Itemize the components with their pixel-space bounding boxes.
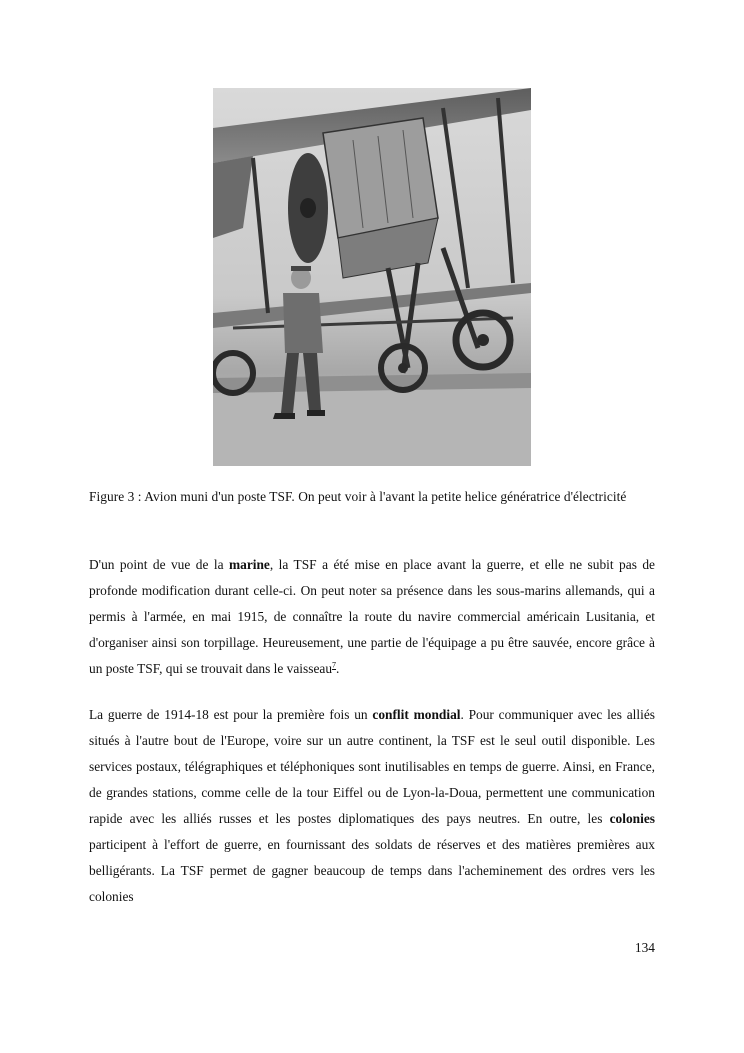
para2-bold-colonies: colonies — [609, 811, 655, 826]
figure-caption: Figure 3 : Avion muni d'un poste TSF. On peut voir à l'avant la petite helice génératrice d'électricité — [89, 489, 627, 504]
para1-text-1: D'un point de vue de la — [89, 557, 229, 572]
para1-text-3: . — [336, 661, 340, 676]
paragraph-conflit — [89, 702, 655, 910]
para2-text-1: La guerre de 1914-18 est pour la première fois un — [89, 707, 373, 722]
paragraph-marine — [89, 552, 655, 682]
footnote-ref[interactable]: 7 — [332, 660, 337, 670]
para2-text-2: . Pour communiquer avec les alliés situés à l'autre bout de l'Europe, voire sur un autre continent, la TSF est le seul outil disponible. Les services postaux, télégraphiques et téléphoniques sont inutilisables en temps de guerre. Ainsi, en France, de grandes stations, comme celle de la tour Eiffel ou de Lyon-la-Doua, permettent une communication rapide avec les alliés russes et les postes diplomatiques des pays neutres. En outre, les — [89, 707, 655, 826]
page-number: 134 — [634, 940, 655, 955]
biplane-photo — [213, 88, 531, 466]
para2-bold-conflit: conflit mondial — [372, 707, 461, 722]
para2-text-3: participent à l'effort de guerre, en fournissant des soldats de réserves et des matières premières aux belligérants. La TSF permet de gagner beaucoup de temps dans l'acheminement des ordres vers les colonies — [89, 837, 655, 904]
para1-bold-marine: marine — [228, 557, 270, 572]
para1-text-2: , la TSF a été mise en place avant la guerre, et elle ne subit pas de profonde modification durant celle-ci. On peut noter sa présence dans les sous-marins allemands, qui a permis à l'armée, en mai 1915, de connaître la route du navire commercial américain Lusitania, et d'organiser ainsi son torpillage. Heureusement, une partie de l'équipage a pu être sauvée, encore grâce à un poste TSF, qui se trouvait dans le vaisseau — [89, 557, 655, 676]
